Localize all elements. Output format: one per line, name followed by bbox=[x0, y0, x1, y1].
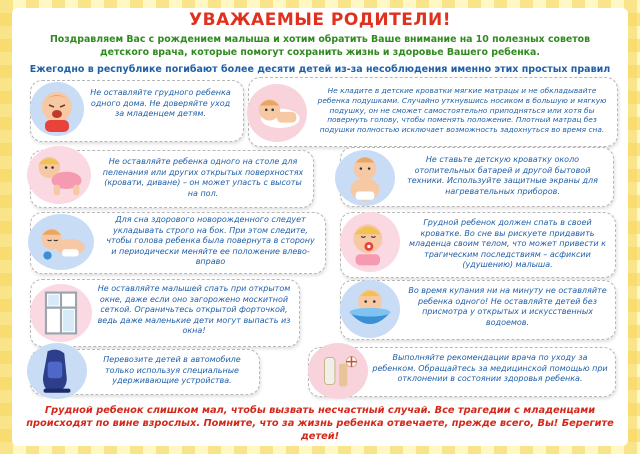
tip-text-6: Грудной ребенок должен спать в своей кроватке. Во сне вы рискуете придавить младенца своим телом, что может привести к трагическим последствиям – асфиксии (удушению) малыша. bbox=[409, 218, 606, 270]
poster-title: УВАЖАЕМЫЕ РОДИТЕЛИ! bbox=[189, 10, 451, 30]
crying-baby-icon bbox=[30, 82, 84, 136]
bathing-baby-icon bbox=[340, 280, 400, 338]
tip-text-4: Не ставьте детскую кроватку около отопительных батарей и другой бытовой техники. Используйте защитные экраны для нагревательных приборов. bbox=[407, 155, 598, 196]
tip-text-5: Для сна здорового новорожденного следует укладывать строго на бок. При этом следите, чтобы голова ребенка была повернута в сторону и периодически меняйте ее положение влево-вправо bbox=[106, 215, 315, 267]
tip-text-2: Не кладите в детские кроватки мягкие матрацы и не обкладывайте ребенка подушками. Случайно уткнувшись носиком в большую и мягкую подушку, он не сможет самостоятельно приподняться или хотя бы повернуть голову, чтобы поменять положение. Плотный матрац без подушки полностью исключает возможность задохнуться во время сна. bbox=[317, 86, 607, 135]
tip-text-8: Во время купания ни на минуту не оставляйте ребенка одного! Не оставляйте детей без присмотра у открытых и искусственных водоемов. bbox=[408, 286, 607, 327]
sleeping-baby-icon bbox=[28, 214, 94, 270]
window-icon bbox=[30, 284, 92, 342]
pacifier-baby-icon bbox=[340, 212, 400, 272]
tip-text-10: Выполняйте рекомендации врача по уходу за ребенком. Обращайтесь за медицинской помощью при отклонении в состоянии здоровья ребенка. bbox=[372, 353, 608, 384]
car-seat-icon bbox=[27, 343, 87, 399]
medicine-icon bbox=[308, 343, 368, 399]
warning-text: Ежегодно в республике погибают более десяти детей из-за несоблюдения именно этих простых правил bbox=[29, 64, 611, 75]
crawling-baby-icon bbox=[27, 146, 91, 204]
footer-text: Грудной ребенок слишком мал, чтобы вызвать несчастный случай. Все трагедии с младенцами происходят по вине взрослых. Помните, что за жизнь ребенка отвечаете, прежде всего, Вы! Берегите детей! bbox=[26, 405, 614, 442]
tip-text-1: Не оставляйте грудного ребенка одного дома. Не доверяйте уход за младенцем детям. bbox=[90, 88, 231, 119]
lying-baby-icon bbox=[247, 84, 307, 142]
tip-text-7: Не оставляйте малышей спать при открытом окне, даже если оно загорожено москитной сеткой. Ограничьтесь открытой форточкой, ведь даже маленькие дети могут выпасть из окна! bbox=[97, 284, 291, 336]
intro-text: Поздравляем Вас с рождением малыша и хотим обратить Ваше внимание на 10 полезных советов детского врача, которые помогут сохранить жизнь и здоровье Вашего ребенка. bbox=[49, 34, 591, 58]
tip-text-3: Не оставляйте ребенка одного на столе для пеленания или других открытых поверхностях (кровати, диване) – он может упасть с высоты на пол. bbox=[102, 157, 304, 198]
tip-text-9: Перевозите детей в автомобиле только используя специальные удерживающие устройства. bbox=[103, 355, 241, 386]
sitting-baby-icon bbox=[335, 150, 395, 206]
